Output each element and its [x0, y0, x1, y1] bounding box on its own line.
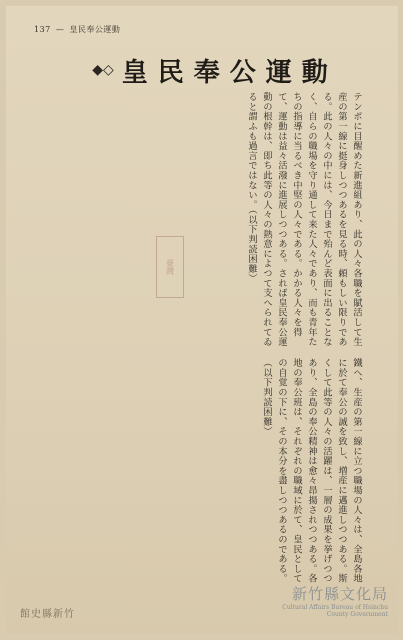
page-number: 137 [34, 25, 51, 34]
watermark-chinese: 新竹縣文化局 [291, 585, 388, 603]
footer-archive-label: 館史縣新竹 [20, 609, 75, 620]
title-diamond-left: ◆◇ [92, 62, 114, 78]
chapter-title-block [76, 50, 346, 90]
running-title: 皇民奉公運動 [69, 25, 121, 34]
header-separator: — [55, 25, 65, 34]
watermark-english-1: Cultural Affairs Bureau of Hsinchu [282, 604, 388, 611]
archive-watermark [282, 583, 388, 618]
body-text-upper: テンポに目醒めた新進組あり、此の人々各職を賦活して生産の第一線に挺身しつつあるを見る時、頼もしい限りである。此の人々の中には、今日まで殆んど表面に出ることなく、自らの職場を守り通して来た人々であり、而も青年たちの指導に当るべき中堅の人々である。かかる人々を得て、運動は益々活潑に進展しつつある。されば皇民奉公運動の根幹は、即ち此等の人々の熱意によつて支へられてゐると謂ふも過言ではない。（以下判読困難） [246, 92, 362, 347]
library-stamp: 臺灣 [156, 236, 184, 298]
chapter-title: 皇民奉公運動 [121, 57, 338, 88]
watermark-english-2: County Government [326, 611, 388, 618]
document-page [6, 6, 398, 634]
running-header [34, 24, 122, 35]
body-text-lower: 鐵へ、生産の第一線に立つ職場の人々は、全島各地に於て奉公の誠を致し、増産に邁進しつつある。斯くして此等の人々の活躍は、一層の成果を挙げつつあり、全島の奉公精神は愈々昂揚されつつある。各地の奉公班は、それぞれの職域に於て、皇民としての自覚の下に、その本分を盡しつつあるのである。（以下判読困難） [261, 358, 362, 584]
